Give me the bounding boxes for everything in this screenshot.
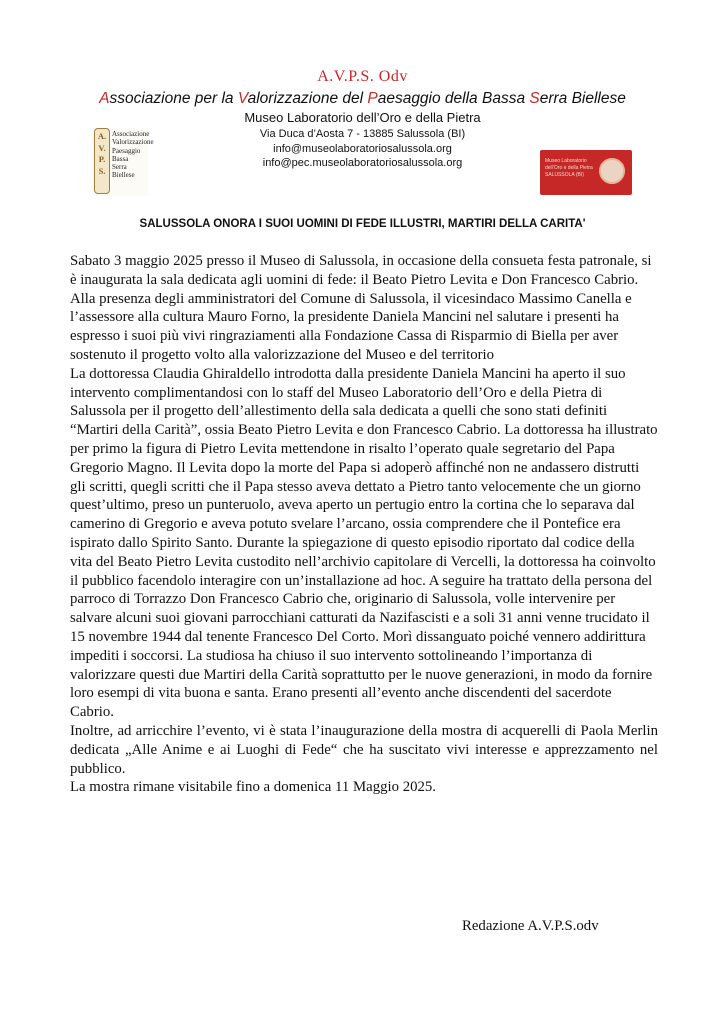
paragraph: La dottoressa Claudia Ghiraldello introdotta dalla presidente Daniela Mancini ha aperto il suo intervento complimentandosi con lo staff del Museo Laboratorio dell’Oro e della Pietra di Salussola per il progetto dell’allestimento della sala dedicata a quelli che sono stati definiti “Martiri della Carità”, ossia Beato Pietro Levita e don Francesco Cabrio. La dottoressa ha illustrato per primo la figura di Pietro Levita mettendone in risalto l’operato quale segretario del Papa Gregorio Magno. Il Levita dopo la morte del Papa si adoperò affinché non ne andassero distrutti gli scritti, quegli scritti che il Papa stesso aveva dettato a Pietro tanto velocemente che un giorno quest’ultimo, preso un punteruolo, aveva aperto un pertugio entro la cortina che lo separava dal camerino di Gregorio e aveva potuto svelare l’arcano, ossia comprendere che il Pontefice era ispirato dallo Spirito Santo. Durante la spiegazione di questo episodio riportato dal codice della vita del Beato Pietro Levita custodito nell’archivio capitolare di Vercelli, la dottoressa ha coinvolto il pubblico facendolo interagire con un’installazione ad hoc. A seguire ha trattato della persona del parroco di Torrazzo Don Francesco Cabrio che, originario di Salussola, volle intervenire per salvare alcuni suoi giovani parrocchiani catturati da Nazifascisti e a soli 31 anni venne trucidato il 15 novembre 1944 dal tenente Francesco Del Corto. Morì dissanguato poiché vennero addirittura impediti i soccorsi. La studiosa ha chiuso il suo intervento sottolineando l’importanza di valorizzare questi due Martiri della Carità soprattutto per le nuove generazioni, in modo da fornire loro esempi di vita buona e santa. Erano presenti all’evento anche discendenti del sacerdote Cabrio. (70, 365, 658, 721)
logo-word: Associazione (112, 130, 150, 138)
avps-logo (92, 128, 154, 196)
logo-letter: S. (98, 165, 106, 176)
museum-logo-line: dell’Oro e della Pietra (545, 165, 593, 171)
association-cap-a: A (99, 90, 110, 107)
address: Via Duca d’Aosta 7 - 13885 Salussola (BI) (259, 128, 466, 140)
logo-letter: A. (97, 131, 107, 141)
logo-letter: V. (98, 142, 106, 153)
pec-email-link[interactable]: info@pec.museolaboratoriosalussola.org (262, 157, 463, 169)
association-part-p: aesaggio della Bassa (377, 90, 530, 107)
association-cap-v: V (237, 90, 248, 107)
museum-logo-emblem-icon (599, 158, 625, 184)
logo-word: Serra (112, 163, 127, 172)
association-part-s: erra Biellese (539, 90, 626, 107)
paragraph: Inoltre, ad arricchire l’evento, vi è stata l’inaugurazione della mostra di acquerelli di Paola Merlin dedicata „Alle Anime e ai Luoghi di Fede“ che ha suscitato vivi interesse e apprezzamento nel pubblico. (70, 722, 658, 777)
paragraph: Sabato 3 maggio 2025 presso il Museo di Salussola, in occasione della consueta festa patronale, si è inaugurata la sala dedicata agli uomini di fede: il Beato Pietro Levita e Don Francesco Cabrio. (70, 253, 652, 288)
museum-logo-line: SALUSSOLA (BI) (545, 172, 584, 178)
logo-word: Bassa (112, 154, 129, 163)
association-cap-p: P (367, 90, 378, 107)
logo-letter: P. (98, 154, 106, 164)
logo-letters (94, 128, 110, 194)
brand-title: A.V.P.S. Odv (317, 68, 408, 85)
logo-words (112, 130, 152, 180)
museum-logo-text (545, 158, 601, 179)
association-name (0, 90, 725, 108)
paragraph: Alla presenza degli amministratori del Comune di Salussola, il vicesindaco Massimo Canella e l’assessore alla cultura Mauro Forno, la presidente Daniela Mancini nel salutare i presenti ha espresso i suoi più vivi ringraziamenti alla Fondazione Cassa di Risparmio di Biella per aver sostenuto il progetto volto alla valorizzazione del Museo e del territorio (70, 290, 632, 363)
museum-logo-line: Museo Laboratorio (545, 158, 587, 164)
email-link[interactable]: info@museolaboratoriosalussola.org (273, 142, 452, 155)
association-part-v: alorizzazione del (247, 90, 368, 107)
museum-name: Museo Laboratorio dell’Oro e della Pietra (244, 110, 481, 125)
logo-word: Paesaggio (112, 146, 141, 155)
document-title: SALUSSOLA ONORA I SUOI UOMINI DI FEDE ILLUSTRI, MARTIRI DELLA CARITA' (139, 218, 586, 230)
association-cap-s: S (529, 90, 540, 107)
association-part-a: ssociazione per la (109, 90, 238, 107)
logo-word: Biellese (112, 171, 135, 180)
logo-word: Valorizzazione (112, 138, 154, 147)
museum-logo (540, 150, 632, 195)
contact-block (220, 127, 505, 171)
paragraph: La mostra rimane visitabile fino a domenica 11 Maggio 2025. (70, 779, 436, 796)
article-body (70, 252, 658, 797)
signature: Redazione A.V.P.S.odv (462, 918, 599, 934)
